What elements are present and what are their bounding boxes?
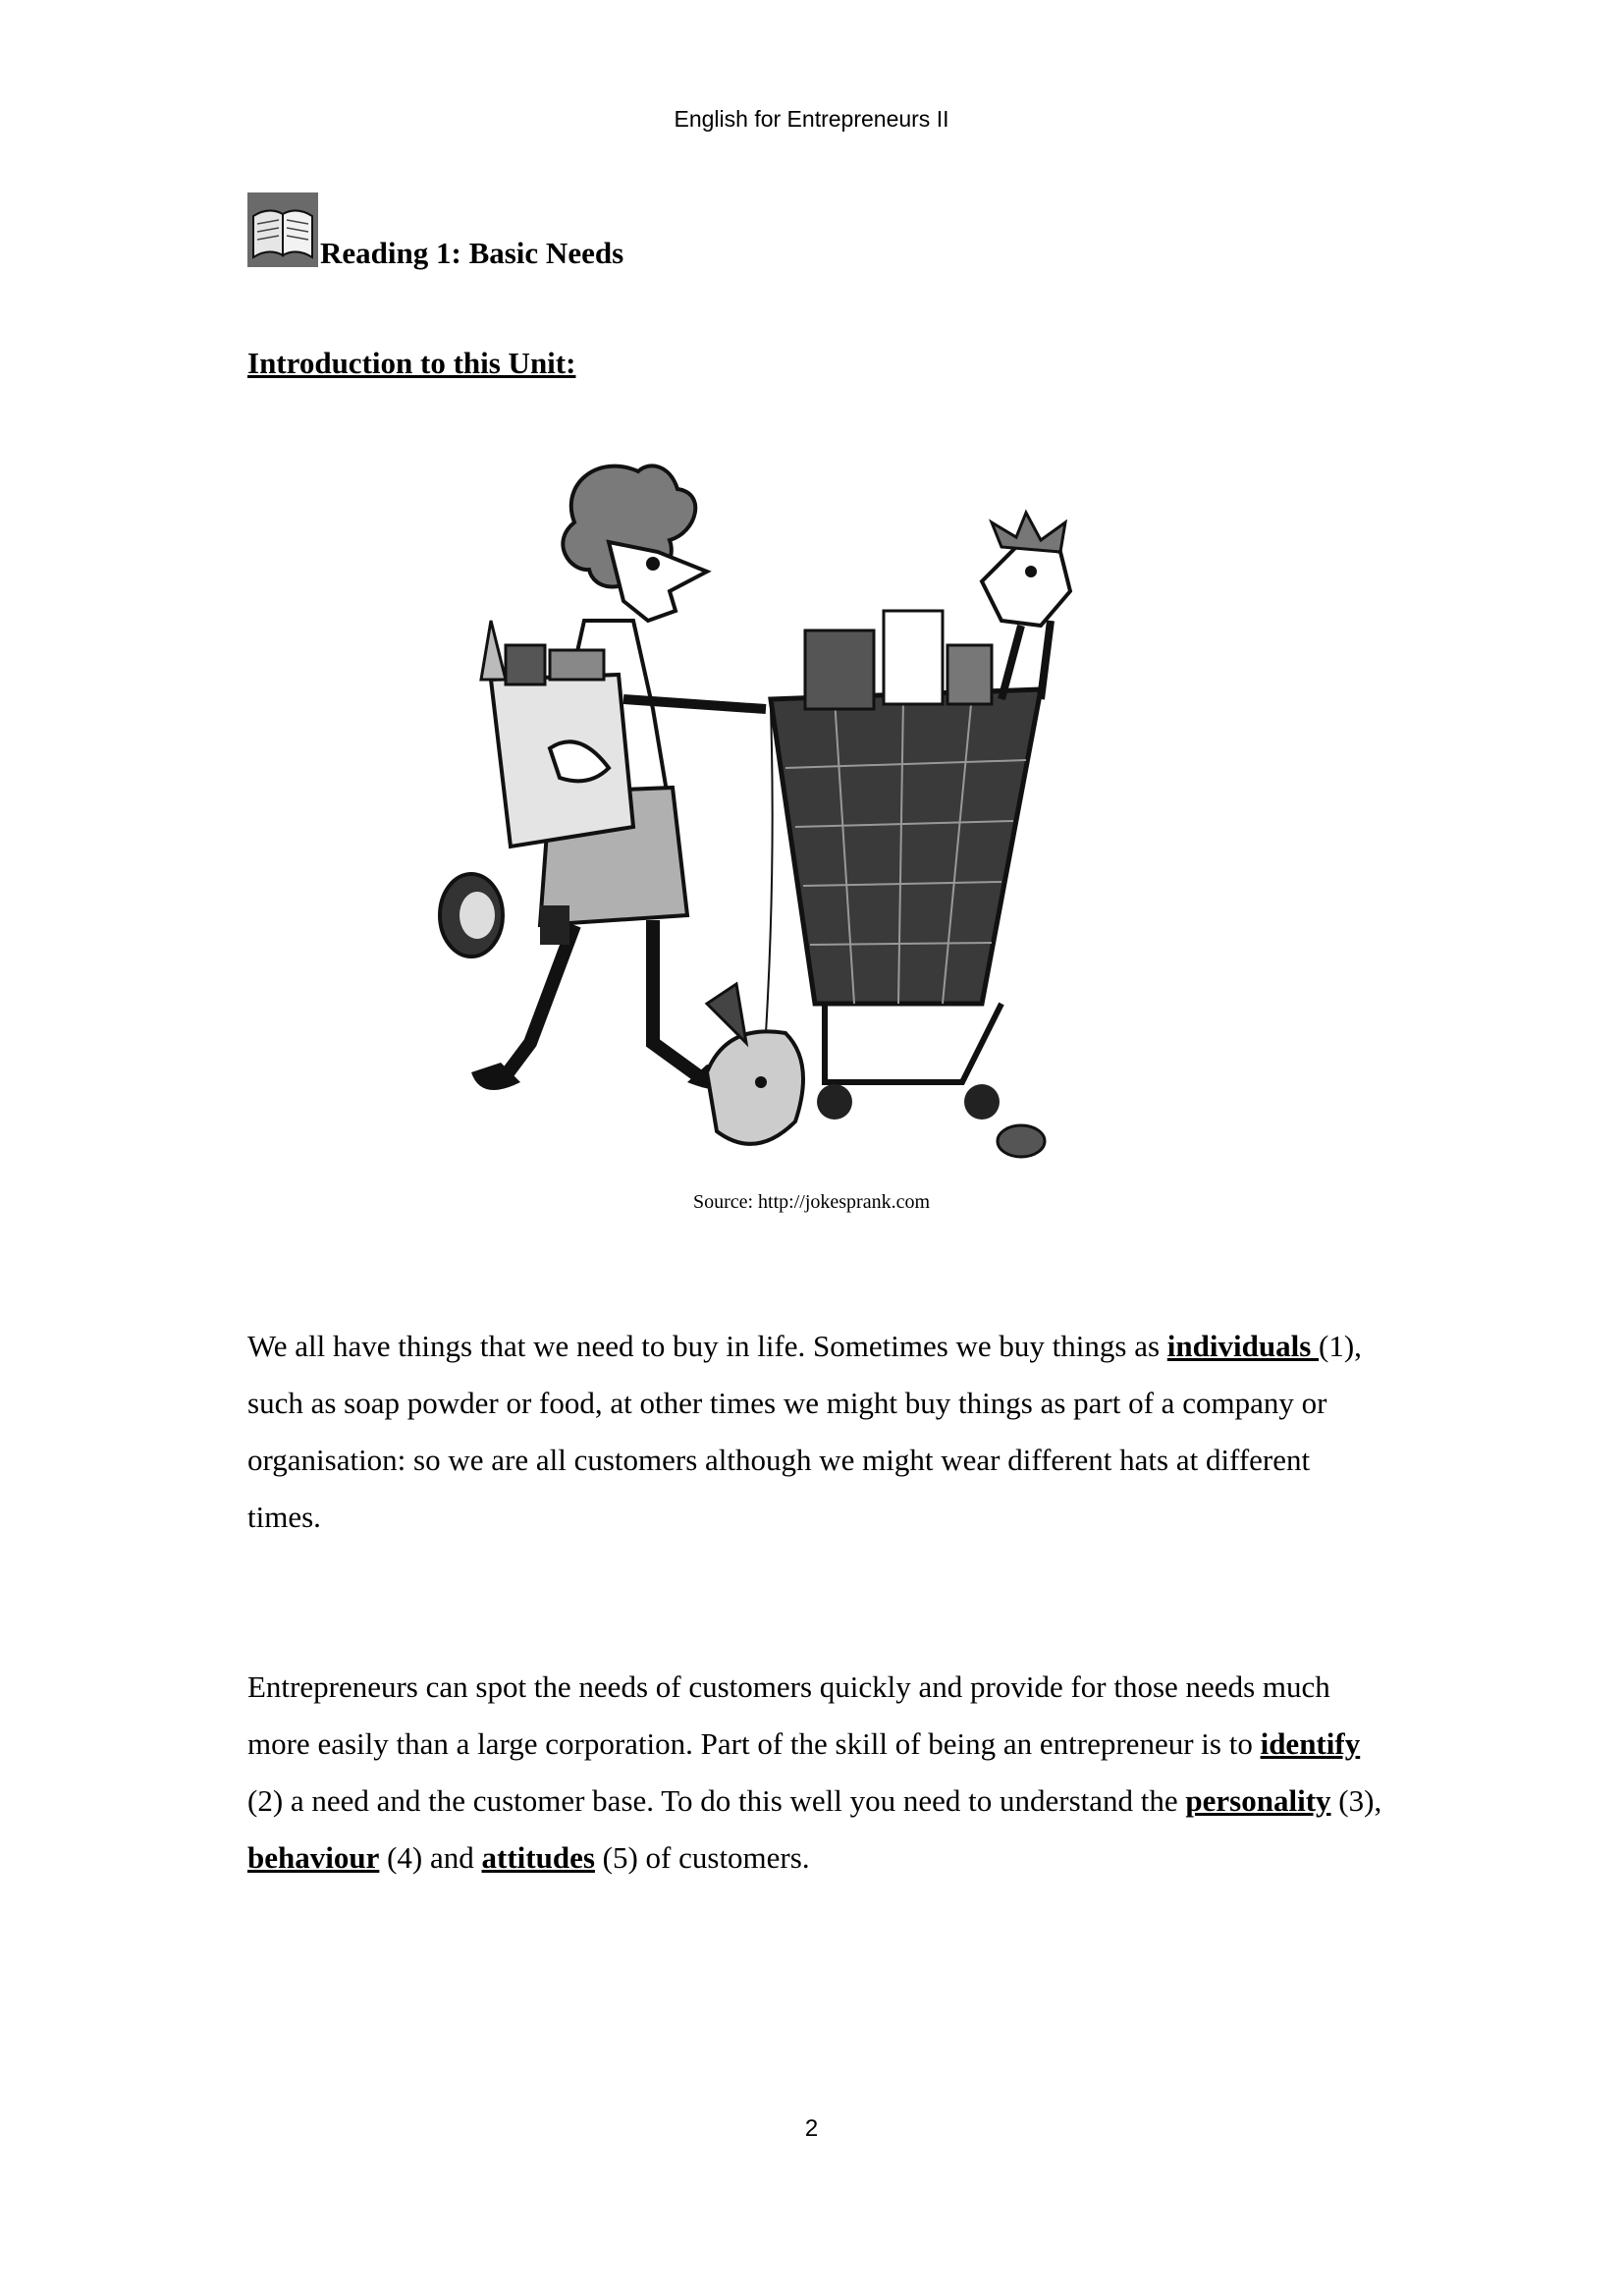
paragraph-text: (5) of customers. xyxy=(594,1840,810,1875)
reading-title: Reading 1: Basic Needs xyxy=(320,236,624,270)
vocab-term-individuals: individuals xyxy=(1166,1329,1320,1363)
running-header: English for Entrepreneurs II xyxy=(674,106,949,132)
intro-title: Introduction to this Unit: xyxy=(247,346,576,380)
intro-paragraph-1 xyxy=(247,1318,1386,1546)
open-book-icon xyxy=(247,192,318,267)
paragraph-text: Entrepreneurs can spot the needs of customers quickly and provide for those needs much more easily than a large corporation. Part of the skill of being an entrepreneur is to xyxy=(247,1669,1330,1761)
vocab-term-attitudes: attitudes xyxy=(481,1840,595,1875)
shopping-cartoon-illustration xyxy=(412,454,1217,1180)
vocab-term-personality: personality xyxy=(1185,1783,1331,1818)
paragraph-text: (2) a need and the customer base. To do this well you need to understand the xyxy=(247,1783,1186,1818)
vocab-term-behaviour: behaviour xyxy=(247,1840,380,1875)
paragraph-text: (4) and xyxy=(379,1840,482,1875)
paragraph-text: (1), such as soap powder or food, at other times we might buy things as part of a company or organisation: so we are all customers although we might wear different hats at different times. xyxy=(247,1329,1362,1534)
vocab-term-identify: identify xyxy=(1260,1726,1361,1761)
paragraph-text: We all have things that we need to buy in life. Sometimes we buy things as xyxy=(247,1329,1167,1363)
page-number: 2 xyxy=(804,2115,819,2142)
intro-paragraph-2 xyxy=(247,1659,1386,1886)
figure-source: Source: http://jokesprank.com xyxy=(692,1191,931,1213)
paragraph-text: (3), xyxy=(1330,1783,1382,1818)
